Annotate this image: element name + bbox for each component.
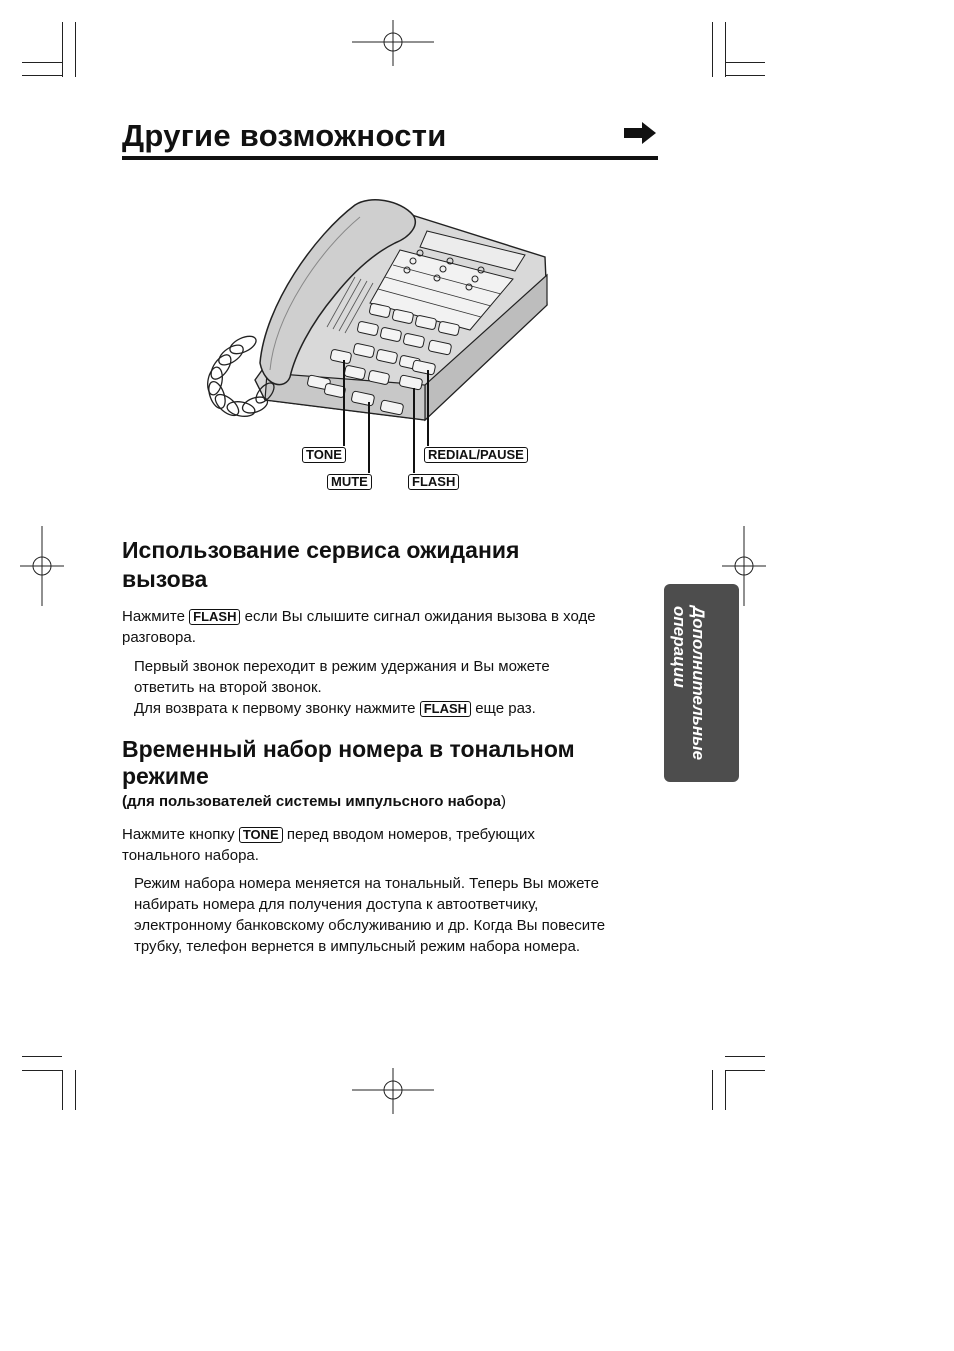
tone-button-label: TONE — [302, 447, 346, 463]
section-heading-call-waiting: Использование сервиса ожидания вызова — [122, 537, 520, 592]
flash-key-label: FLASH — [189, 609, 240, 625]
redial-leader-line — [427, 370, 429, 446]
call-waiting-instruction: Нажмите FLASH если Вы слышите сигнал ожидания вызова в ходе разговора. — [122, 608, 596, 646]
call-waiting-note: Первый звонок переходит в режим удержания и Вы можете ответить на второй звонок. Для возврата к первому звонку нажмите FLASH еще раз. — [134, 658, 550, 717]
page-title: Другие возможности — [122, 118, 447, 153]
redial-pause-button-label: REDIAL/PAUSE — [424, 447, 528, 463]
telephone-illustration — [195, 195, 555, 425]
tone-instruction: Нажмите кнопку TONE перед вводом номеров, требующих тонального набора. — [122, 826, 535, 864]
flash-key-label: FLASH — [420, 701, 471, 717]
section-heading-temporary-tone: Временный набор номера в тональном режиме — [122, 736, 575, 789]
mute-leader-line — [368, 402, 370, 473]
registration-mark-bottom — [352, 1068, 434, 1114]
registration-mark-top — [352, 20, 434, 66]
side-tab-additional-operations — [664, 584, 739, 782]
flash-leader-line — [413, 388, 415, 473]
flash-button-label: FLASH — [408, 474, 459, 490]
page-title-bar — [122, 116, 658, 160]
side-tab-label: Дополнительные операции — [670, 606, 708, 761]
tone-leader-line — [343, 360, 345, 446]
right-arrow-icon — [624, 122, 656, 144]
section-subnote: (для пользователей системы импульсного набора) — [122, 793, 506, 810]
registration-mark-left — [20, 526, 64, 606]
tone-key-label: TONE — [239, 827, 283, 843]
tone-note: Режим набора номера меняется на тональный. Теперь Вы можете набирать номера для получения доступа к автоответчику, электронному банковскому обслуживанию и др. Когда Вы повесите трубку, телефон вернется в импульсный режим набора номера. — [134, 875, 606, 955]
mute-button-label: MUTE — [327, 474, 372, 490]
